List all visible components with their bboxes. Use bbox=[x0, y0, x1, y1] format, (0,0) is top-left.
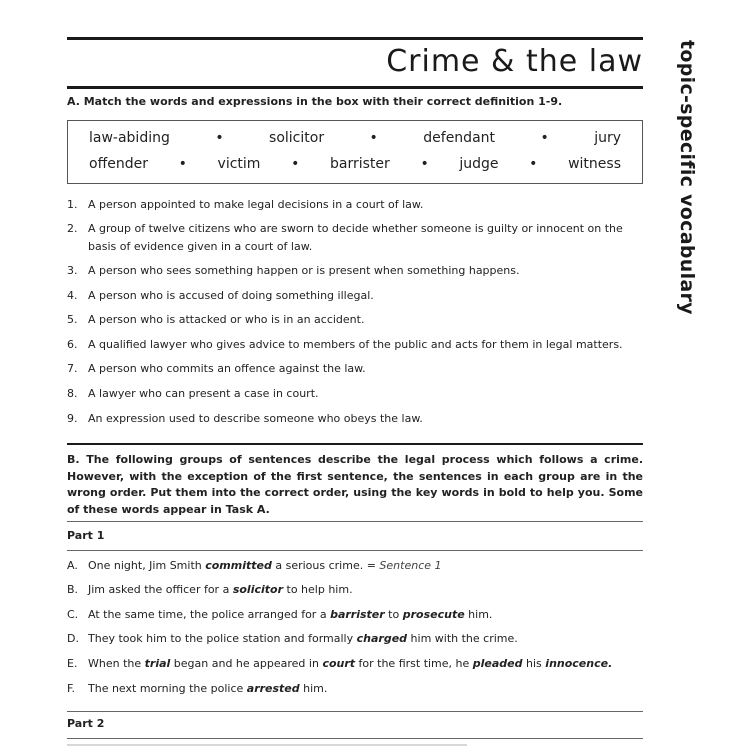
sentence-letter: D. bbox=[67, 632, 79, 645]
definition-item bbox=[67, 220, 643, 256]
word-judge: judge bbox=[459, 156, 499, 172]
key-word: court bbox=[322, 657, 356, 670]
item-text: A group of twelve citizens who are sworn to decide whether someone is guilty or innocent on the basis of evidence given in a court of law. bbox=[88, 222, 623, 253]
sentence-item bbox=[67, 558, 643, 574]
sentence-text: his bbox=[522, 657, 546, 670]
sentence-letter: E. bbox=[67, 657, 78, 670]
key-word: innocence. bbox=[545, 657, 613, 670]
sentence-text: him. bbox=[464, 608, 493, 621]
sentence-item bbox=[67, 631, 643, 647]
word-box bbox=[67, 120, 643, 184]
part-rule bbox=[67, 711, 643, 712]
key-word: prosecute bbox=[402, 608, 465, 621]
sentence-text: Jim asked the officer for a bbox=[88, 583, 233, 596]
page-title: Crime & the law bbox=[386, 44, 643, 79]
sentence-text: to bbox=[384, 608, 403, 621]
item-text: An expression used to describe someone who obeys the law. bbox=[88, 412, 423, 425]
top-rule bbox=[67, 37, 643, 40]
sentence-item bbox=[67, 607, 643, 623]
item-text: A person who is attacked or who is in an accident. bbox=[88, 313, 365, 326]
key-word: pleaded bbox=[472, 657, 523, 670]
task-b-heading: B. The following groups of sentences describe the legal process which follows a crime. However, with the exception of the first sentence, the sentences in each group are in the wrong order. Put them into the correct order, using the key words in bold to help you. Some of these words appear in Task A. bbox=[67, 453, 643, 516]
task-a-heading: A. Match the words and expressions in the box with their correct definition 1-9. bbox=[67, 95, 563, 108]
key-word: trial bbox=[144, 657, 171, 670]
key-word: arrested bbox=[246, 682, 300, 695]
item-text: A person who commits an offence against the law. bbox=[88, 362, 366, 375]
item-text: A qualified lawyer who gives advice to members of the public and acts for them in legal matters. bbox=[88, 338, 623, 351]
item-number: 1. bbox=[67, 198, 78, 211]
item-number: 4. bbox=[67, 289, 78, 302]
part-rule bbox=[67, 738, 643, 739]
item-number: 2. bbox=[67, 222, 78, 235]
key-word: charged bbox=[356, 632, 408, 645]
sentence-text: for the first time, he bbox=[355, 657, 473, 670]
item-text: A lawyer who can present a case in court. bbox=[88, 387, 319, 400]
item-text: A person who is accused of doing something illegal. bbox=[88, 289, 374, 302]
word-witness: witness bbox=[568, 156, 621, 172]
word-box-row-2 bbox=[89, 156, 621, 172]
sentence-text: began and he appeared in bbox=[170, 657, 323, 670]
sentence-item bbox=[67, 656, 643, 672]
side-section-label: topic-specific vocabulary bbox=[676, 40, 698, 315]
word-barrister: barrister bbox=[330, 156, 390, 172]
part-2-label: Part 2 bbox=[67, 717, 105, 730]
part-1-label: Part 1 bbox=[67, 529, 105, 542]
item-number: 5. bbox=[67, 313, 78, 326]
item-number: 6. bbox=[67, 338, 78, 351]
sentence-text: him. bbox=[299, 682, 328, 695]
bullet-separator: • bbox=[529, 156, 538, 172]
item-number: 9. bbox=[67, 412, 78, 425]
sentence-item bbox=[67, 681, 643, 697]
sentence-text: At the same time, the police arranged for a bbox=[88, 608, 331, 621]
word-jury: jury bbox=[594, 130, 621, 146]
sentence-item bbox=[67, 582, 643, 598]
bullet-separator: • bbox=[291, 156, 300, 172]
word-law-abiding: law-abiding bbox=[89, 130, 170, 146]
sentence-text: The next morning the police bbox=[88, 682, 247, 695]
item-text: A person appointed to make legal decisions in a court of law. bbox=[88, 198, 424, 211]
definition-item bbox=[67, 336, 643, 354]
sentence-text: They took him to the police station and formally bbox=[88, 632, 357, 645]
sentence-letter: C. bbox=[67, 608, 79, 621]
key-word: committed bbox=[205, 559, 272, 572]
definition-item bbox=[67, 410, 643, 428]
item-text: A person who sees something happen or is present when something happens. bbox=[88, 264, 520, 277]
item-number: 3. bbox=[67, 264, 78, 277]
definition-item bbox=[67, 287, 643, 305]
bullet-separator: • bbox=[540, 130, 549, 146]
sentence-note: Sentence 1 bbox=[379, 559, 442, 572]
definition-item bbox=[67, 311, 643, 329]
part-rule bbox=[67, 550, 643, 551]
word-solicitor: solicitor bbox=[269, 130, 325, 146]
key-word: solicitor bbox=[232, 583, 284, 596]
definition-item bbox=[67, 385, 643, 403]
definition-item bbox=[67, 262, 643, 280]
section-rule bbox=[67, 443, 643, 445]
cut-off-text-line bbox=[67, 744, 467, 746]
title-rule bbox=[67, 86, 643, 89]
word-victim: victim bbox=[217, 156, 261, 172]
sentence-text: him with the crime. bbox=[407, 632, 518, 645]
sentence-text: One night, Jim Smith bbox=[88, 559, 206, 572]
bullet-separator: • bbox=[215, 130, 224, 146]
bullet-separator: • bbox=[369, 130, 378, 146]
part-rule bbox=[67, 521, 643, 522]
bullet-separator: • bbox=[178, 156, 187, 172]
sentence-letter: F. bbox=[67, 682, 76, 695]
item-number: 8. bbox=[67, 387, 78, 400]
bullet-separator: • bbox=[420, 156, 429, 172]
key-word: barrister bbox=[330, 608, 385, 621]
definition-item bbox=[67, 360, 643, 378]
word-defendant: defendant bbox=[423, 130, 496, 146]
definition-item bbox=[67, 196, 643, 214]
sentence-text: a serious crime. = bbox=[271, 559, 380, 572]
word-offender: offender bbox=[89, 156, 148, 172]
sentence-letter: B. bbox=[67, 583, 79, 596]
sentence-text: When the bbox=[88, 657, 145, 670]
item-number: 7. bbox=[67, 362, 78, 375]
sentence-text: to help him. bbox=[283, 583, 353, 596]
sentence-letter: A. bbox=[67, 559, 78, 572]
word-box-row-1 bbox=[89, 130, 621, 146]
